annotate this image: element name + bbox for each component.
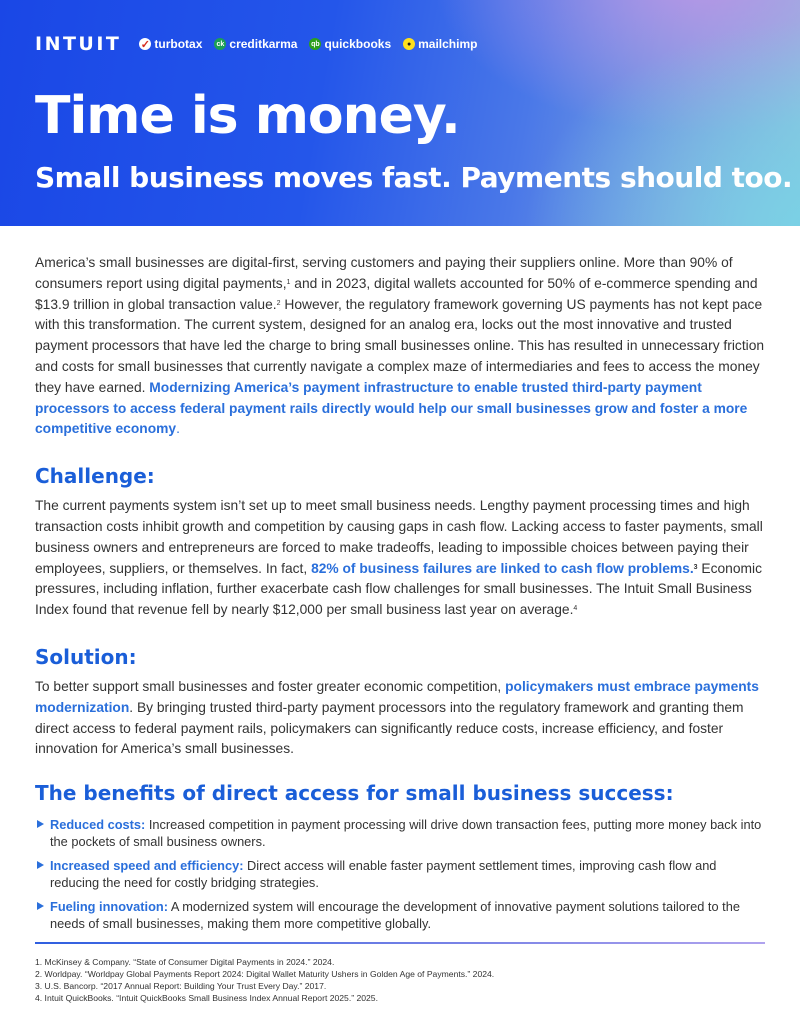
page-subtitle: Small business moves fast. Payments should too.: [35, 161, 793, 194]
footnote: 4. Intuit QuickBooks. “Intuit QuickBooks Small Business Index Annual Report 2025.” 2025.: [35, 993, 378, 1003]
intro-highlight: Modernizing America’s payment infrastructure to enable trusted third-party payment processors to access federal payment rails directly would help our small businesses grow and foster a more competitive economy: [35, 379, 748, 437]
triangle-bullet-icon: [37, 861, 44, 869]
page-title: Time is money.: [35, 86, 460, 146]
footnote-divider: [35, 942, 765, 944]
footnote-ref: 1: [286, 278, 291, 286]
brand-label: mailchimp: [418, 37, 478, 51]
benefit-text: Increased competition in payment processing will drive down transaction fees, putting more money back into the pockets of small business owners.: [50, 817, 762, 850]
challenge-text: Economic pressures, including inflation, further exacerbate cash flow challenges for small businesses. The Intuit Small Business Index found that revenue fell by nearly $12,000 per small business last year on average.: [35, 560, 762, 618]
solution-heading: Solution:: [35, 644, 137, 669]
challenge-heading: Challenge:: [35, 464, 155, 489]
footnotes: [35, 956, 765, 1004]
footnote: 2. Worldpay. “Worldpay Global Payments Report 2024: Digital Wallet Maturity Ushers in Golden Age of Payments.” 2024.: [35, 969, 495, 979]
benefit-label: Reduced costs:: [50, 817, 146, 833]
intro-text: However, the regulatory framework governing US payments has not kept pace with this transformation. The current system, designed for an analog era, locks out the most innovative and trusted payment processors that have led the charge to bring small businesses online. This has resulted in unnecessary friction and costs for small businesses that currently navigate a complex maze of intermediaries and fees to access the money they have earned.: [35, 296, 765, 395]
check-icon: ✓: [140, 38, 150, 51]
footnote-ref: 4: [573, 605, 578, 613]
challenge-highlight: 82% of business failures are linked to cash flow problems.: [311, 560, 694, 576]
brand-turbotax: [139, 37, 202, 51]
brand-label: creditkarma: [229, 37, 298, 51]
footnote: 1. McKinsey & Company. “State of Consumer Digital Payments in 2024.” 2024.: [35, 957, 335, 967]
brand-label: turbotax: [154, 37, 203, 51]
creditkarma-icon: ck: [214, 38, 226, 50]
solution-paragraph: [35, 677, 765, 760]
list-item: [37, 898, 765, 932]
triangle-bullet-icon: [37, 820, 44, 828]
benefit-text: Direct access will enable faster payment settlement times, improving cash flow and reducing the need for costly bridging strategies.: [50, 858, 717, 891]
solution-text: To better support small businesses and foster greater economic competition,: [35, 678, 506, 694]
footnote: 3. U.S. Bancorp. “2017 Annual Report: Building Your Trust Every Day.” 2017.: [35, 981, 327, 991]
footnote-ref: 3: [693, 563, 698, 571]
intuit-logo: INTUIT: [35, 33, 122, 55]
benefits-list: [37, 816, 765, 932]
brand-mailchimp: [403, 37, 477, 51]
quickbooks-icon: qb: [309, 38, 321, 50]
main-content: [35, 253, 765, 939]
benefit-label: Fueling innovation:: [50, 899, 169, 915]
benefit-text: A modernized system will encourage the development of innovative payment solutions tailored to the needs of small businesses, making them more competitive globally.: [50, 899, 740, 932]
list-item: [37, 857, 765, 891]
triangle-bullet-icon: [37, 902, 44, 910]
footnote-ref: 2: [276, 299, 281, 307]
benefits-heading: The benefits of direct access for small business success:: [35, 781, 674, 806]
solution-highlight: policymakers must embrace payments modernization: [35, 678, 759, 715]
solution-text: . By bringing trusted third-party payment processors into the regulatory framework and granting them direct access to federal payment rails, policymakers can significantly reduce costs, increase efficiency, and foster innovation for America’s small businesses.: [35, 699, 744, 757]
brand-label: quickbooks: [324, 37, 392, 51]
mailchimp-icon: ●: [403, 38, 415, 50]
intro-text: America’s small businesses are digital-first, serving customers and paying their suppliers online. More than 90% of consumers report using digital payments,: [35, 255, 733, 291]
brand-quickbooks: [309, 37, 391, 51]
intro-paragraph: [35, 253, 765, 440]
intro-text: and in 2023, digital wallets accounted for 50% of e-commerce spending and $13.9 trillion in global transaction value.: [35, 275, 758, 312]
brand-creditkarma: [214, 37, 297, 51]
hero-banner: [0, 0, 800, 226]
intro-text: .: [176, 421, 180, 437]
challenge-text: The current payments system isn’t set up to meet small business needs. Lengthy payment processing times and high transaction costs inhibit growth and competition by causing gaps in cash flow. Lacking access to faster payments, small business owners and entrepreneurs are forced to make tradeoffs, leading to impossible choices between paying their employees, suppliers, or themselves. In fact,: [35, 498, 763, 576]
list-item: [37, 816, 765, 850]
challenge-paragraph: [35, 496, 765, 621]
brand-bar: [35, 34, 489, 54]
benefit-label: Increased speed and efficiency:: [50, 858, 244, 874]
